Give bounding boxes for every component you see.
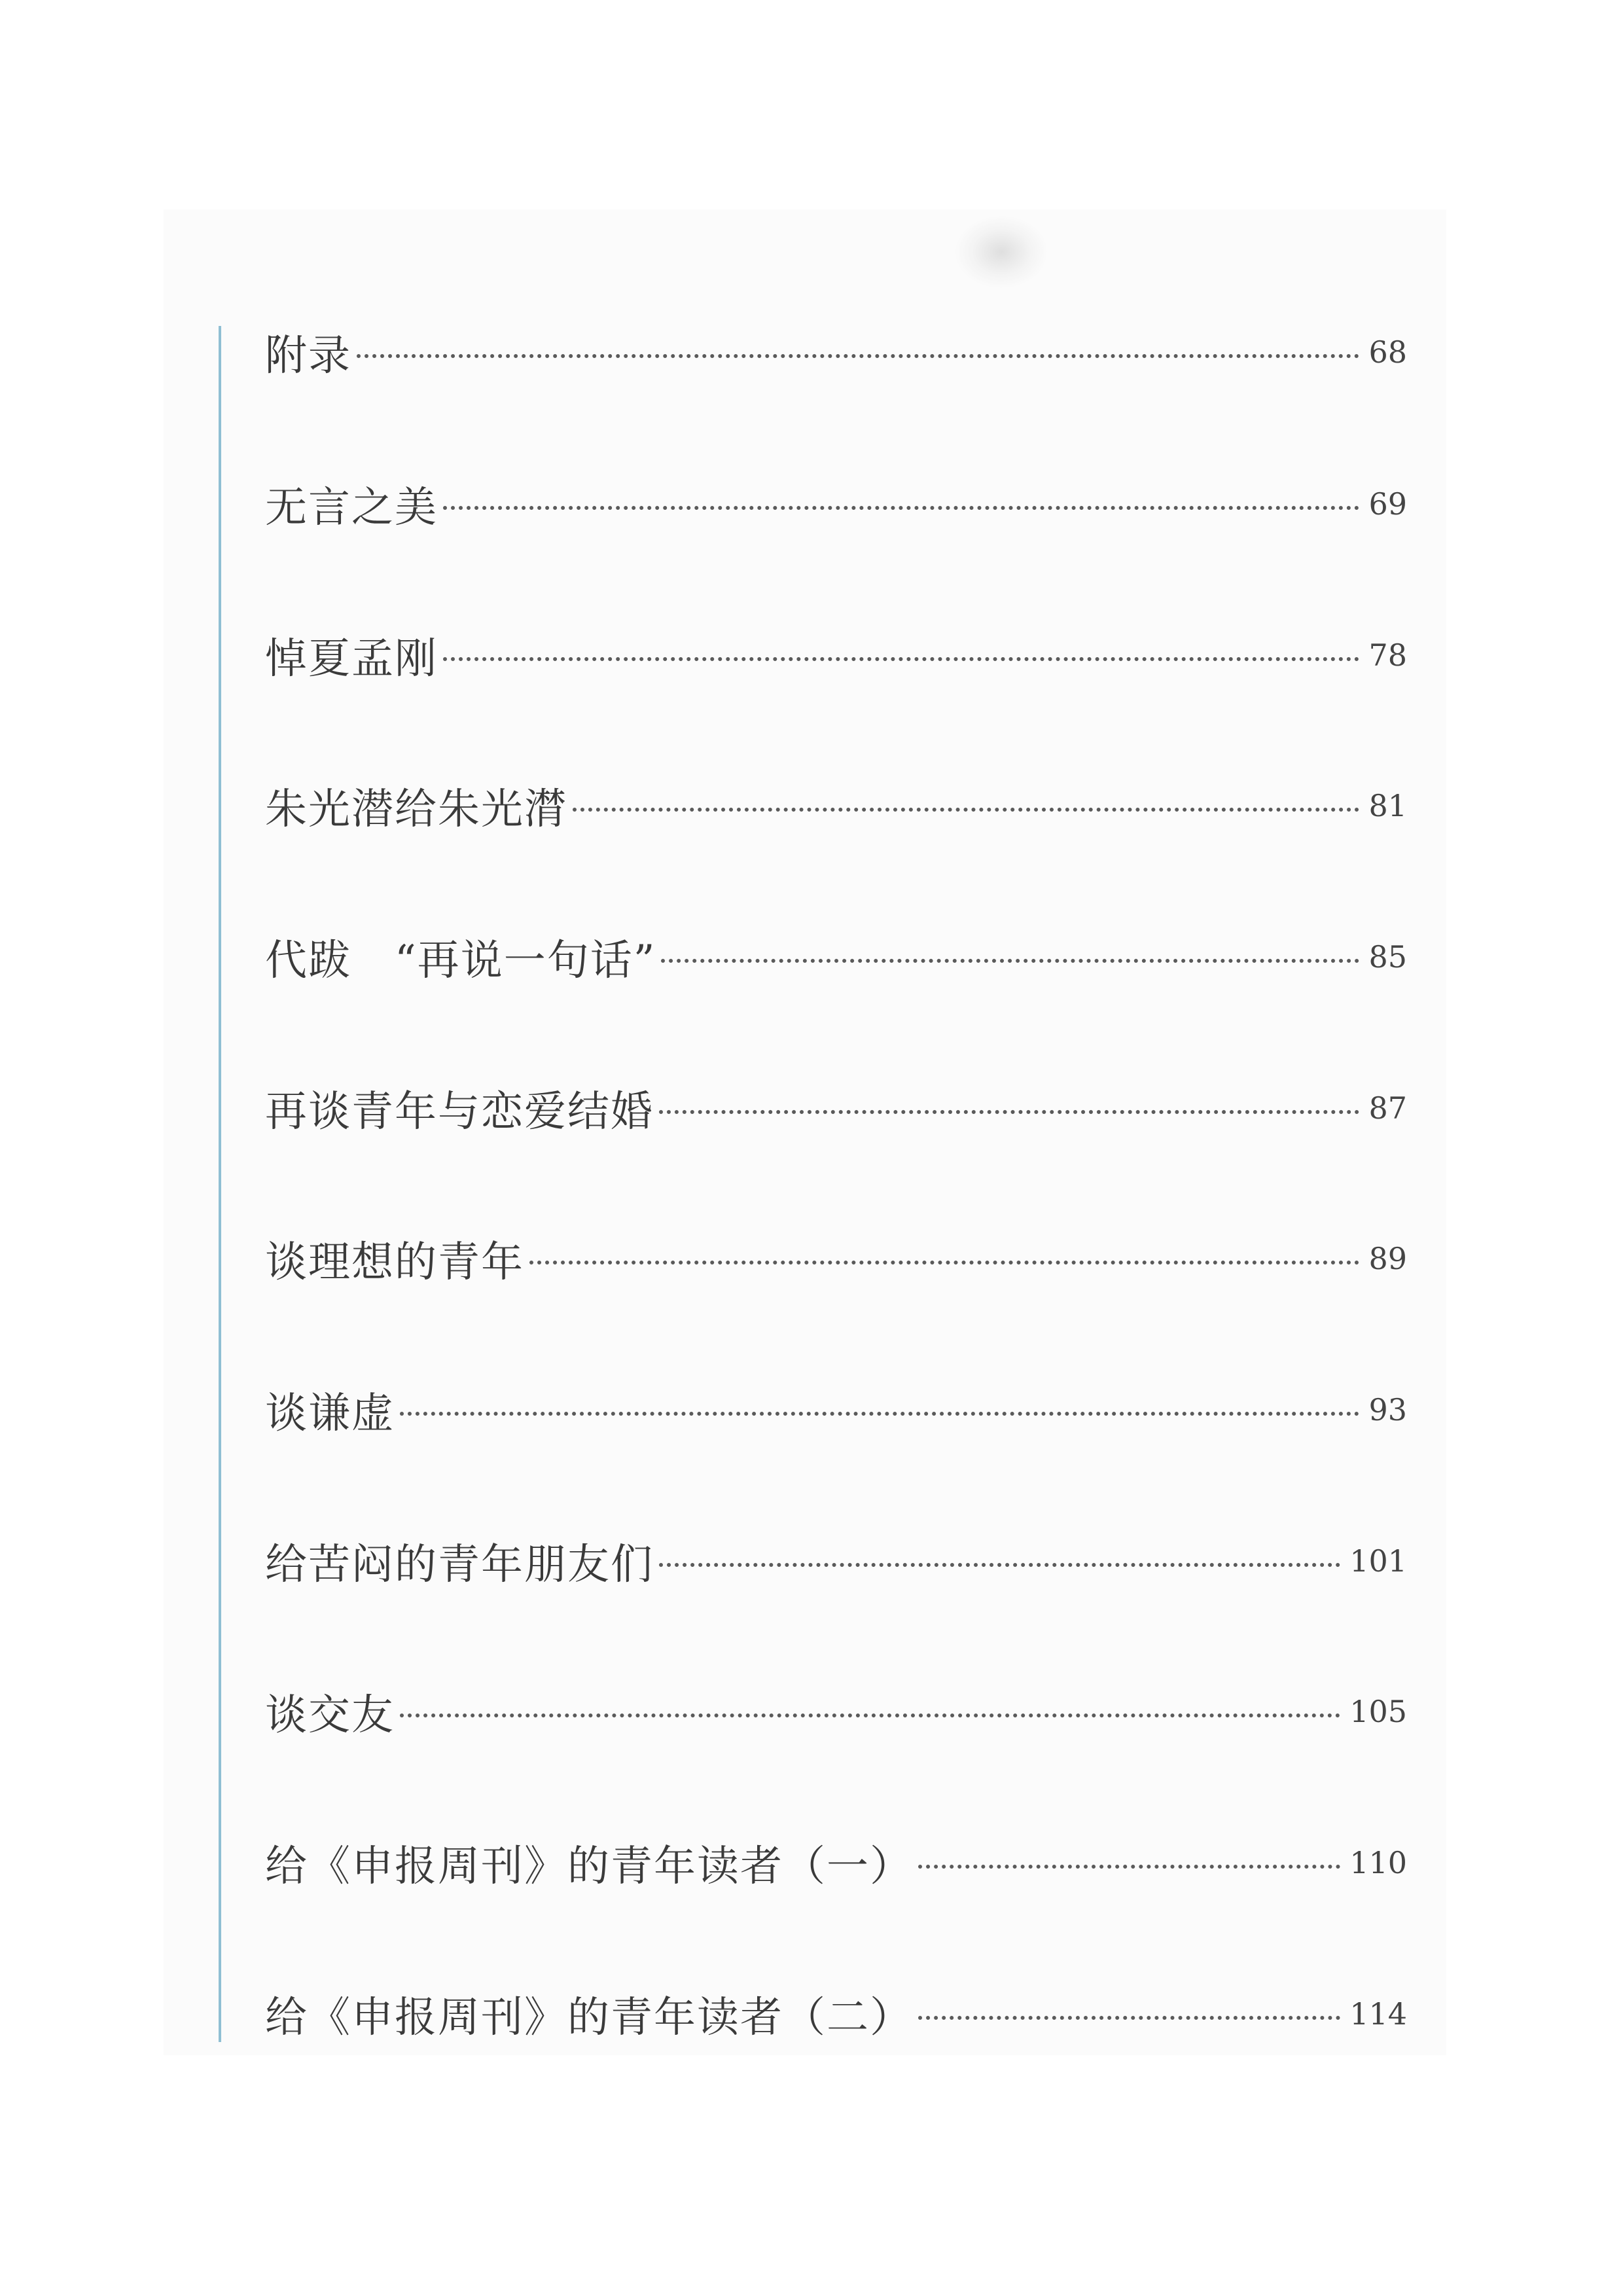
toc-entry-page: 93 [1368, 1392, 1407, 1427]
dot-leader [918, 2016, 1340, 2020]
dot-leader [443, 657, 1359, 661]
toc-entry-title: 附录 [265, 332, 351, 380]
dot-leader [443, 506, 1359, 510]
dot-leader [918, 1865, 1340, 1869]
dot-leader [573, 808, 1359, 812]
toc-entry-title: 谈理想的青年 [265, 1238, 524, 1287]
toc-entry-title: 给苦闷的青年朋友们 [265, 1541, 654, 1589]
toc-entry-title: 谈谦虚 [265, 1390, 395, 1438]
toc-entry-title: 给《申报周刊》的青年读者（二） [265, 1994, 913, 2042]
toc-entry[interactable] [265, 323, 1407, 382]
dot-leader [661, 959, 1359, 963]
toc-entry-page: 89 [1368, 1241, 1407, 1276]
toc-entry-title: 无言之美 [265, 484, 438, 532]
toc-entry-page: 101 [1349, 1543, 1407, 1579]
dot-leader [659, 1563, 1340, 1567]
toc-entry-page: 81 [1368, 788, 1407, 823]
toc-entry[interactable] [265, 776, 1407, 835]
toc-entry-title: 谈交友 [265, 1691, 395, 1740]
toc-entry[interactable] [265, 927, 1407, 986]
toc-entry-page: 105 [1349, 1694, 1407, 1729]
toc-entry-title: 再谈青年与恋爱结婚 [265, 1088, 654, 1136]
toc-entry-page: 68 [1368, 334, 1407, 370]
dot-leader [357, 354, 1359, 358]
dot-leader [659, 1110, 1359, 1114]
toc-entry[interactable] [265, 1984, 1407, 2043]
toc-entry-page: 85 [1368, 939, 1407, 975]
toc-entry-title: 悼夏孟刚 [265, 635, 438, 683]
toc-entry[interactable] [265, 1380, 1407, 1439]
toc-entry-title: 给《申报周刊》的青年读者（一） [265, 1842, 913, 1891]
toc-entry-page: 69 [1368, 486, 1407, 522]
dot-leader [400, 1713, 1340, 1717]
toc-entry-page: 78 [1368, 637, 1407, 673]
toc-entry-page: 110 [1349, 1845, 1407, 1880]
toc-entry-title: 代跋 “再说一句话” [265, 937, 656, 985]
toc-entry[interactable] [265, 1833, 1407, 1892]
toc-entry[interactable] [265, 1229, 1407, 1288]
toc-entry-title: 朱光潜给朱光潸 [265, 785, 567, 834]
toc-entry-page: 114 [1349, 1996, 1407, 2032]
toc-entry[interactable] [265, 475, 1407, 533]
toc-entry[interactable] [265, 1079, 1407, 1138]
toc-entry[interactable] [265, 1532, 1407, 1590]
dot-leader [400, 1412, 1359, 1416]
toc-entry[interactable] [265, 626, 1407, 685]
toc-entry[interactable] [265, 1682, 1407, 1741]
dot-leader [529, 1261, 1359, 1265]
toc-entry-page: 87 [1368, 1090, 1407, 1126]
